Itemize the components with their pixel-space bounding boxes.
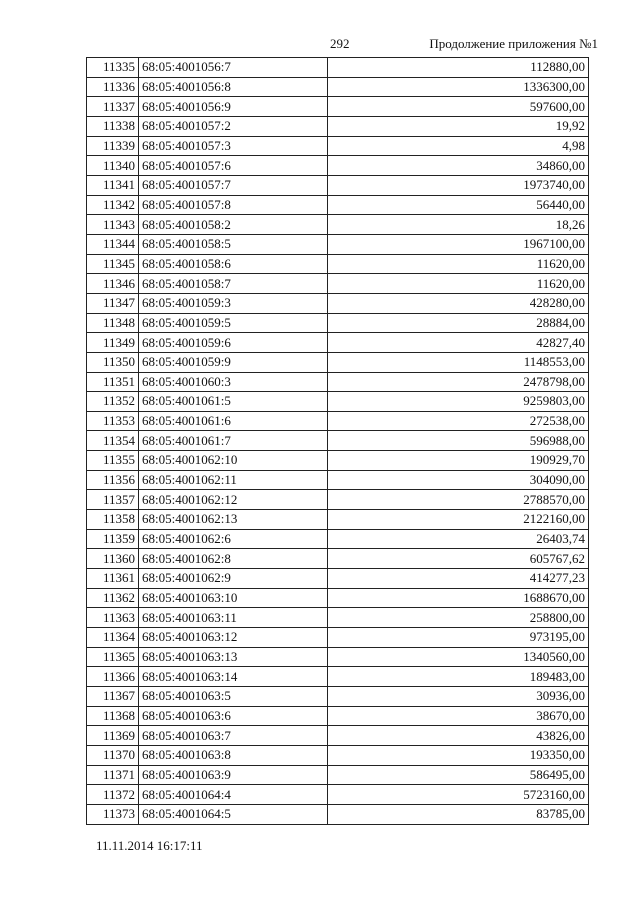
row-number-cell: 11338	[87, 116, 139, 136]
table-row	[87, 58, 589, 78]
table-row	[87, 588, 589, 608]
cadastral-value-cell: 112880,00	[328, 58, 589, 78]
row-number-cell: 11360	[87, 549, 139, 569]
cadastral-value-cell: 19,92	[328, 116, 589, 136]
row-number-cell: 11361	[87, 569, 139, 589]
table-row	[87, 195, 589, 215]
cadastral-number-cell: 68:05:4001059:9	[139, 352, 328, 372]
cadastral-number-cell: 68:05:4001063:10	[139, 588, 328, 608]
table-row	[87, 77, 589, 97]
cadastral-value-cell: 428280,00	[328, 293, 589, 313]
row-number-cell: 11354	[87, 431, 139, 451]
cadastral-number-cell: 68:05:4001062:9	[139, 569, 328, 589]
cadastral-number-cell: 68:05:4001056:9	[139, 97, 328, 117]
table-row	[87, 274, 589, 294]
cadastral-number-cell: 68:05:4001057:7	[139, 175, 328, 195]
cadastral-number-cell: 68:05:4001062:13	[139, 510, 328, 530]
table-row	[87, 234, 589, 254]
cadastral-number-cell: 68:05:4001060:3	[139, 372, 328, 392]
table-row	[87, 765, 589, 785]
table-row	[87, 608, 589, 628]
cadastral-number-cell: 68:05:4001056:8	[139, 77, 328, 97]
cadastral-number-cell: 68:05:4001059:5	[139, 313, 328, 333]
cadastral-value-cell: 973195,00	[328, 628, 589, 648]
table-row	[87, 470, 589, 490]
row-number-cell: 11355	[87, 451, 139, 471]
cadastral-value-cell: 26403,74	[328, 529, 589, 549]
cadastral-value-cell: 189483,00	[328, 667, 589, 687]
row-number-cell: 11349	[87, 333, 139, 353]
cadastral-number-cell: 68:05:4001064:5	[139, 804, 328, 824]
row-number-cell: 11356	[87, 470, 139, 490]
cadastral-number-cell: 68:05:4001058:2	[139, 215, 328, 235]
table-row	[87, 136, 589, 156]
cadastral-number-cell: 68:05:4001063:13	[139, 647, 328, 667]
cadastral-number-cell: 68:05:4001057:6	[139, 156, 328, 176]
cadastral-number-cell: 68:05:4001063:12	[139, 628, 328, 648]
cadastral-value-cell: 9259803,00	[328, 392, 589, 412]
cadastral-value-cell: 597600,00	[328, 97, 589, 117]
row-number-cell: 11366	[87, 667, 139, 687]
cadastral-value-cell: 1336300,00	[328, 77, 589, 97]
row-number-cell: 11353	[87, 411, 139, 431]
cadastral-value-cell: 596988,00	[328, 431, 589, 451]
cadastral-number-cell: 68:05:4001063:5	[139, 687, 328, 707]
cadastral-value-cell: 56440,00	[328, 195, 589, 215]
table-row	[87, 372, 589, 392]
cadastral-value-cell: 1688670,00	[328, 588, 589, 608]
cadastral-value-cell: 28884,00	[328, 313, 589, 333]
table-row	[87, 175, 589, 195]
row-number-cell: 11343	[87, 215, 139, 235]
cadastral-value-cell: 1340560,00	[328, 647, 589, 667]
cadastral-number-cell: 68:05:4001063:11	[139, 608, 328, 628]
row-number-cell: 11357	[87, 490, 139, 510]
table-row	[87, 392, 589, 412]
table-row	[87, 529, 589, 549]
row-number-cell: 11373	[87, 804, 139, 824]
cadastral-value-cell: 193350,00	[328, 745, 589, 765]
table-row	[87, 628, 589, 648]
appendix-title: Продолжение приложения №1	[429, 36, 598, 51]
cadastral-value-cell: 11620,00	[328, 254, 589, 274]
table-row	[87, 156, 589, 176]
cadastral-value-cell: 2122160,00	[328, 510, 589, 530]
row-number-cell: 11344	[87, 234, 139, 254]
cadastral-value-table	[86, 57, 589, 825]
cadastral-value-cell: 83785,00	[328, 804, 589, 824]
row-number-cell: 11367	[87, 687, 139, 707]
table-row	[87, 451, 589, 471]
table-row	[87, 293, 589, 313]
cadastral-number-cell: 68:05:4001062:6	[139, 529, 328, 549]
cadastral-number-cell: 68:05:4001058:7	[139, 274, 328, 294]
cadastral-number-cell: 68:05:4001062:8	[139, 549, 328, 569]
print-timestamp: 11.11.2014 16:17:11	[96, 838, 203, 853]
table-row	[87, 569, 589, 589]
cadastral-value-cell: 258800,00	[328, 608, 589, 628]
cadastral-value-cell: 1148553,00	[328, 352, 589, 372]
table-row	[87, 667, 589, 687]
cadastral-number-cell: 68:05:4001064:4	[139, 785, 328, 805]
row-number-cell: 11346	[87, 274, 139, 294]
cadastral-value-cell: 190929,70	[328, 451, 589, 471]
cadastral-value-cell: 2478798,00	[328, 372, 589, 392]
cadastral-number-cell: 68:05:4001063:14	[139, 667, 328, 687]
cadastral-number-cell: 68:05:4001062:11	[139, 470, 328, 490]
cadastral-number-cell: 68:05:4001059:3	[139, 293, 328, 313]
table-row	[87, 116, 589, 136]
row-number-cell: 11345	[87, 254, 139, 274]
table-row	[87, 215, 589, 235]
row-number-cell: 11358	[87, 510, 139, 530]
cadastral-number-cell: 68:05:4001057:3	[139, 136, 328, 156]
cadastral-value-cell: 1967100,00	[328, 234, 589, 254]
cadastral-value-cell: 605767,62	[328, 549, 589, 569]
cadastral-number-cell: 68:05:4001062:12	[139, 490, 328, 510]
cadastral-value-cell: 5723160,00	[328, 785, 589, 805]
row-number-cell: 11371	[87, 765, 139, 785]
table-row	[87, 97, 589, 117]
cadastral-value-cell: 272538,00	[328, 411, 589, 431]
cadastral-value-cell: 34860,00	[328, 156, 589, 176]
cadastral-value-cell: 11620,00	[328, 274, 589, 294]
row-number-cell: 11335	[87, 58, 139, 78]
cadastral-number-cell: 68:05:4001057:8	[139, 195, 328, 215]
cadastral-value-cell: 1973740,00	[328, 175, 589, 195]
table-row	[87, 254, 589, 274]
table-row	[87, 706, 589, 726]
table-row	[87, 745, 589, 765]
table-row	[87, 804, 589, 824]
cadastral-value-cell: 30936,00	[328, 687, 589, 707]
row-number-cell: 11350	[87, 352, 139, 372]
cadastral-value-cell: 38670,00	[328, 706, 589, 726]
cadastral-value-cell: 414277,23	[328, 569, 589, 589]
table-row	[87, 687, 589, 707]
table-row	[87, 726, 589, 746]
row-number-cell: 11348	[87, 313, 139, 333]
cadastral-number-cell: 68:05:4001058:5	[139, 234, 328, 254]
table-row	[87, 411, 589, 431]
cadastral-number-cell: 68:05:4001058:6	[139, 254, 328, 274]
cadastral-value-cell: 586495,00	[328, 765, 589, 785]
row-number-cell: 11364	[87, 628, 139, 648]
cadastral-number-cell: 68:05:4001063:7	[139, 726, 328, 746]
row-number-cell: 11336	[87, 77, 139, 97]
row-number-cell: 11363	[87, 608, 139, 628]
row-number-cell: 11369	[87, 726, 139, 746]
cadastral-number-cell: 68:05:4001063:8	[139, 745, 328, 765]
cadastral-value-cell: 18,26	[328, 215, 589, 235]
table-row	[87, 352, 589, 372]
cadastral-number-cell: 68:05:4001062:10	[139, 451, 328, 471]
row-number-cell: 11370	[87, 745, 139, 765]
cadastral-value-cell: 4,98	[328, 136, 589, 156]
table-row	[87, 431, 589, 451]
row-number-cell: 11372	[87, 785, 139, 805]
row-number-cell: 11340	[87, 156, 139, 176]
row-number-cell: 11337	[87, 97, 139, 117]
table-row	[87, 647, 589, 667]
cadastral-number-cell: 68:05:4001056:7	[139, 58, 328, 78]
table-row	[87, 313, 589, 333]
row-number-cell: 11351	[87, 372, 139, 392]
row-number-cell: 11347	[87, 293, 139, 313]
row-number-cell: 11339	[87, 136, 139, 156]
table-row	[87, 785, 589, 805]
table-body	[87, 58, 589, 825]
table-row	[87, 333, 589, 353]
table-row	[87, 510, 589, 530]
row-number-cell: 11365	[87, 647, 139, 667]
row-number-cell: 11368	[87, 706, 139, 726]
cadastral-number-cell: 68:05:4001063:9	[139, 765, 328, 785]
cadastral-number-cell: 68:05:4001061:6	[139, 411, 328, 431]
cadastral-value-cell: 2788570,00	[328, 490, 589, 510]
cadastral-value-cell: 42827,40	[328, 333, 589, 353]
table-row	[87, 549, 589, 569]
cadastral-value-cell: 304090,00	[328, 470, 589, 490]
row-number-cell: 11352	[87, 392, 139, 412]
cadastral-number-cell: 68:05:4001061:7	[139, 431, 328, 451]
cadastral-number-cell: 68:05:4001057:2	[139, 116, 328, 136]
row-number-cell: 11359	[87, 529, 139, 549]
table-row	[87, 490, 589, 510]
row-number-cell: 11342	[87, 195, 139, 215]
row-number-cell: 11362	[87, 588, 139, 608]
page-number: 292	[330, 36, 350, 51]
cadastral-number-cell: 68:05:4001063:6	[139, 706, 328, 726]
row-number-cell: 11341	[87, 175, 139, 195]
cadastral-value-cell: 43826,00	[328, 726, 589, 746]
cadastral-number-cell: 68:05:4001061:5	[139, 392, 328, 412]
cadastral-number-cell: 68:05:4001059:6	[139, 333, 328, 353]
